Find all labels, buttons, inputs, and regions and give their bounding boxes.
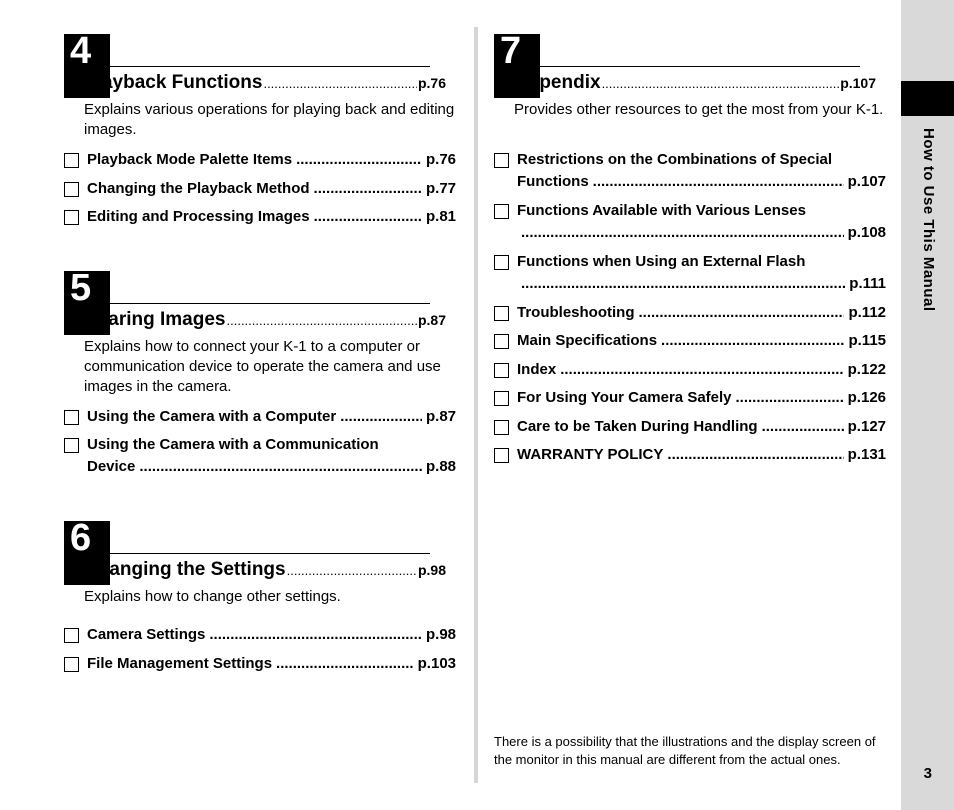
list-item[interactable] [494,387,886,416]
leader-dots [227,313,417,328]
item-page: p.126 [847,389,886,406]
checkbox[interactable] [494,391,509,406]
section-rule [110,303,430,304]
section-title-row[interactable] [514,72,876,94]
item-page: p.87 [425,408,456,425]
section-rule [540,66,860,67]
item-page: p.88 [425,458,456,475]
leader-dots [521,273,845,295]
item-label: Index [517,361,557,378]
item-page: p.77 [425,180,456,197]
item-page: p.81 [425,208,456,225]
list-item[interactable] [64,624,456,653]
item-label: For Using Your Camera Safely [517,389,732,406]
item-list [64,406,456,480]
item-page: p.103 [417,655,456,672]
side-tab-label: How to Use This Manual [920,128,937,312]
checkbox[interactable] [64,657,79,672]
section-title: Sharing Images [84,309,226,330]
chapter-number: 6 [64,521,110,585]
section-title: Playback Functions [84,72,263,93]
list-item[interactable] [494,359,886,387]
item-label: Playback Mode Palette Items [87,151,293,168]
section-description: Explains various operations for playing back and editing images. [84,101,455,138]
leader-dots [602,76,840,91]
leader-dots [340,406,422,428]
checkbox[interactable] [494,204,509,219]
item-label: Editing and Processing Images [87,208,310,225]
chapter-number: 7 [494,34,540,98]
section-page: p.76 [417,75,446,91]
section-description: Explains how to connect your K-1 to a computer or communication device to operate the camera and use images in the camera. [84,338,441,395]
item-page: p.111 [849,275,886,292]
list-item[interactable] [494,330,886,359]
chapter-number: 4 [64,34,110,98]
item-label: Using the Camera with a Computer [87,408,337,425]
item-page: p.122 [847,361,886,378]
item-label: Using the Camera with a Communication [87,436,379,453]
item-label: Troubleshooting [517,304,635,321]
section-page: p.98 [417,562,446,578]
leader-dots [276,653,414,675]
leader-dots [263,76,417,91]
item-label-cont: Functions [517,173,589,190]
footnote: There is a possibility that the illustrations and the display screen of the monitor in this manual are different from the actual ones. [494,734,876,767]
leader-dots [296,149,422,171]
item-label: File Management Settings [87,655,273,672]
page-number: 3 [923,765,932,782]
item-label-cont: Device [87,458,136,475]
side-tab[interactable] [901,0,954,810]
checkbox[interactable] [494,363,509,378]
checkbox[interactable] [64,410,79,425]
item-page: p.76 [425,151,456,168]
checkbox[interactable] [494,420,509,435]
checkbox[interactable] [494,334,509,349]
column-divider [474,27,478,783]
list-item[interactable] [64,653,456,681]
leader-dots [209,624,422,646]
item-list [494,149,886,472]
list-item[interactable] [494,251,886,302]
item-label: WARRANTY POLICY [517,446,664,463]
list-item[interactable] [494,302,886,330]
checkbox[interactable] [64,153,79,168]
list-item[interactable] [494,200,886,251]
checkbox[interactable] [64,628,79,643]
section-title: Changing the Settings [84,559,286,580]
item-label: Camera Settings [87,626,206,643]
list-item[interactable] [64,206,456,234]
leader-dots [139,456,422,478]
leader-dots [560,359,843,381]
side-tab-marker [901,81,954,116]
section-title: Appendix [514,72,601,93]
section-rule [110,66,430,67]
leader-dots [736,387,844,409]
list-item[interactable] [64,434,456,480]
item-list [64,149,456,234]
item-label: Main Specifications [517,332,658,349]
item-label: Functions Available with Various Lenses [517,202,806,219]
section-page: p.107 [840,75,876,91]
leader-dots [521,222,844,244]
leader-dots [287,563,417,578]
list-item[interactable] [494,416,886,444]
leader-dots [314,178,422,200]
checkbox[interactable] [494,153,509,168]
item-label: Changing the Playback Method [87,180,310,197]
item-page: p.108 [847,224,886,241]
leader-dots [762,416,844,438]
section-title-row[interactable] [84,309,446,331]
section-rule [110,553,430,554]
list-item[interactable] [64,406,456,434]
item-page: p.115 [848,332,886,349]
item-page: p.107 [847,173,886,190]
item-label: Functions when Using an External Flash [517,253,806,270]
leader-dots [667,444,843,466]
section-description: Explains how to change other settings. [84,588,341,605]
checkbox[interactable] [494,306,509,321]
item-list [64,624,456,681]
item-page: p.131 [847,446,886,463]
item-page: p.112 [848,304,886,321]
list-item[interactable] [494,444,886,472]
section-description: Provides other resources to get the most from your K-1. [514,101,884,118]
checkbox[interactable] [494,448,509,463]
item-page: p.127 [847,418,886,435]
leader-dots [314,206,422,228]
section-title-row[interactable] [84,72,446,94]
leader-dots [639,302,845,324]
list-item[interactable] [494,149,886,200]
leader-dots [661,330,844,352]
section-page: p.87 [417,312,446,328]
item-label: Care to be Taken During Handling [517,418,758,435]
item-page: p.98 [425,626,456,643]
item-label: Restrictions on the Combinations of Special [517,151,833,168]
checkbox[interactable] [64,210,79,225]
section-title-row[interactable] [84,559,446,581]
list-item[interactable] [64,149,456,178]
chapter-number: 5 [64,271,110,335]
checkbox[interactable] [64,438,79,453]
list-item[interactable] [64,178,456,206]
checkbox[interactable] [494,255,509,270]
leader-dots [593,171,844,193]
checkbox[interactable] [64,182,79,197]
